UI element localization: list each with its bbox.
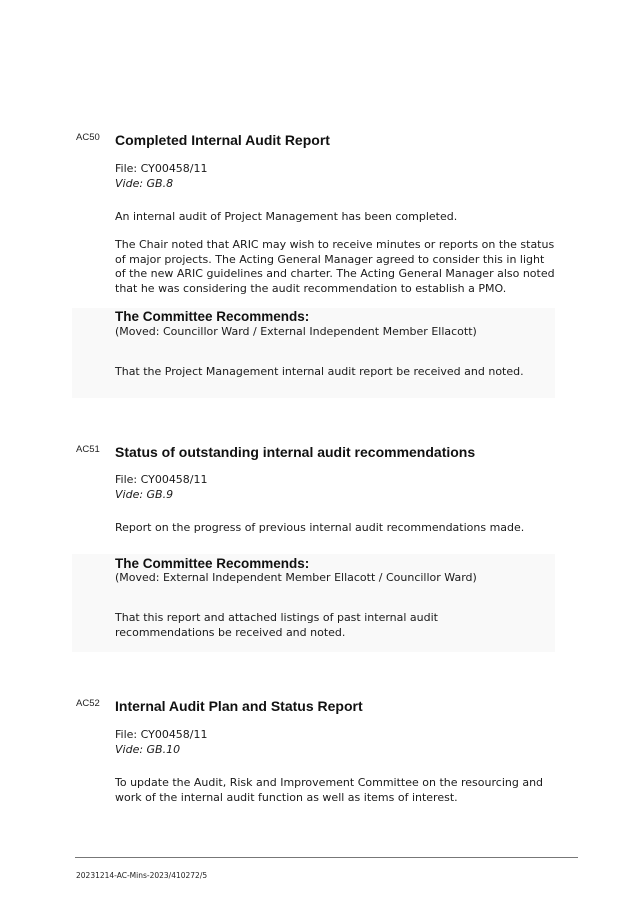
- recommendation-box: [72, 554, 555, 652]
- body-paragraph: The Chair noted that ARIC may wish to receive minutes or reports on the status of major projects. The Acting General Manager agreed to consider this in light of the new ARIC guidelines and charter. The Acting General Manager also noted that he was considering the audit recommendation to establish a PMO.: [115, 238, 555, 295]
- item-title: Status of outstanding internal audit recommendations: [115, 444, 476, 460]
- file-reference: File: CY00458/11: [115, 162, 208, 175]
- vide-reference: Vide: GB.10: [115, 743, 181, 756]
- moved-by-text: (Moved: Councillor Ward / External Independent Member Ellacott): [115, 325, 477, 338]
- recommendation-heading: The Committee Recommends:: [115, 309, 310, 324]
- vide-reference: Vide: GB.8: [115, 177, 174, 190]
- footer-divider: [75, 857, 578, 858]
- document-reference: 20231214-AC-Mins-2023/410272/5: [76, 871, 208, 880]
- item-code: AC52: [76, 698, 100, 709]
- recommendation-text: That this report and attached listings of past internal audit recommendations be received and noted.: [115, 611, 438, 639]
- body-paragraph: Report on the progress of previous internal audit recommendations made.: [115, 521, 525, 534]
- moved-by-text: (Moved: External Independent Member Ellacott / Councillor Ward): [115, 571, 477, 584]
- vide-reference: Vide: GB.9: [115, 488, 174, 501]
- body-paragraph: An internal audit of Project Management has been completed.: [115, 210, 458, 223]
- item-code: AC51: [76, 444, 100, 455]
- item-code: AC50: [76, 132, 100, 143]
- file-reference: File: CY00458/11: [115, 473, 208, 486]
- body-paragraph: To update the Audit, Risk and Improvement Committee on the resourcing and work of the internal audit function as well as items of interest.: [115, 776, 544, 804]
- file-reference: File: CY00458/11: [115, 728, 208, 741]
- item-title: Internal Audit Plan and Status Report: [115, 698, 363, 714]
- recommendation-heading: The Committee Recommends:: [115, 556, 310, 571]
- item-title: Completed Internal Audit Report: [115, 132, 330, 148]
- recommendation-box: [72, 308, 555, 398]
- recommendation-text: That the Project Management internal audit report be received and noted.: [115, 365, 524, 378]
